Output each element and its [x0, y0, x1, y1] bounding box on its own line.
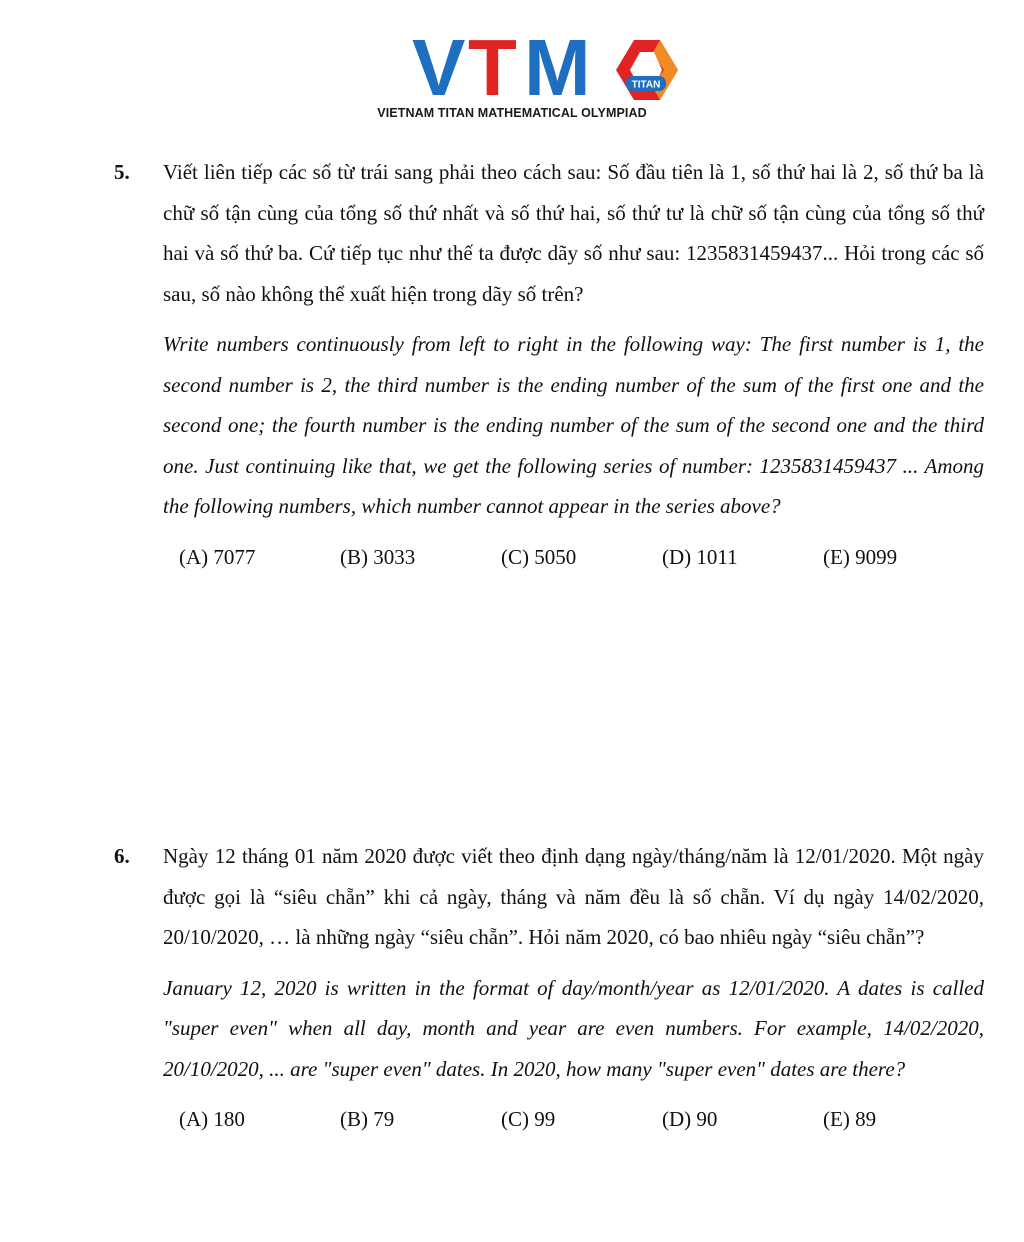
question-5	[114, 152, 984, 577]
logo-wordmark	[412, 23, 612, 112]
question-text-vietnamese: Viết liên tiếp các số từ trái sang phải theo cách sau: Số đầu tiên là 1, số thứ hai là 2, số thứ ba là chữ số tận cùng của tổng số thứ nhất và số thứ hai, số thứ tư là chữ số tận cùng của tổng số thứ hai và số thứ ba. Cứ tiếp tục như thế ta được dãy số như sau: 1235831459437... Hỏi trong các số sau, số nào không thể xuất hiện trong dãy số trên?	[163, 160, 984, 306]
header-logo	[0, 23, 1024, 125]
question-text-vietnamese: Ngày 12 tháng 01 năm 2020 được viết theo định dạng ngày/tháng/năm là 12/01/2020. Một ngày được gọi là “siêu chẵn” khi cả ngày, tháng và năm đều là số chẵn. Ví dụ ngày 14/02/2020, 20/10/2020, … là những ngày “siêu chẵn”. Hỏi năm 2020, có bao nhiêu ngày “siêu chẵn”?	[163, 844, 984, 949]
option-d: (D) 1011	[662, 544, 738, 569]
option-b: (B) 3033	[340, 544, 416, 569]
option-a: (A) 7077	[179, 544, 256, 569]
question-number: 6.	[114, 844, 130, 868]
option-c: (C) 5050	[501, 544, 577, 569]
svg-text:TITAN: TITAN	[631, 79, 661, 91]
option-e: (E) 9099	[823, 544, 898, 569]
question-6	[114, 836, 984, 1139]
question-text-english: Write numbers continuously from left to right in the following way: The first number is 1, the second number is 2, the third number is the ending number of the sum of the first one and the second one; the fourth number is the ending number of the sum of the second one and the third one. Just continuing like that, we get the following series of number: 1235831459437 ... Among the following numbers, which number cannot appear in the series above?	[163, 332, 984, 518]
logo-letter-m: M	[524, 23, 589, 112]
answer-options	[179, 537, 984, 577]
option-b: (B) 79	[340, 1107, 395, 1131]
logo-letter-v: V	[412, 23, 464, 112]
question-body	[163, 836, 984, 1139]
option-a: (A) 180	[179, 1107, 245, 1131]
option-c: (C) 99	[501, 1107, 556, 1131]
question-text-english: January 12, 2020 is written in the format of day/month/year as 12/01/2020. A dates is called "super even" when all day, month and year are even numbers. For example, 14/02/2020, 20/10/2020, ... are "super even" dates. In 2020, how many "super even" dates are there?	[163, 975, 984, 1081]
logo-letter-t: T	[468, 23, 515, 112]
titan-emblem-icon	[606, 34, 686, 104]
question-body	[163, 152, 984, 577]
question-number: 5.	[114, 160, 130, 184]
option-d: (D) 90	[662, 1107, 718, 1131]
logo-tagline: VIETNAM TITAN MATHEMATICAL OLYMPIAD	[377, 106, 647, 120]
option-e: (E) 89	[823, 1107, 877, 1131]
answer-options	[179, 1099, 984, 1139]
